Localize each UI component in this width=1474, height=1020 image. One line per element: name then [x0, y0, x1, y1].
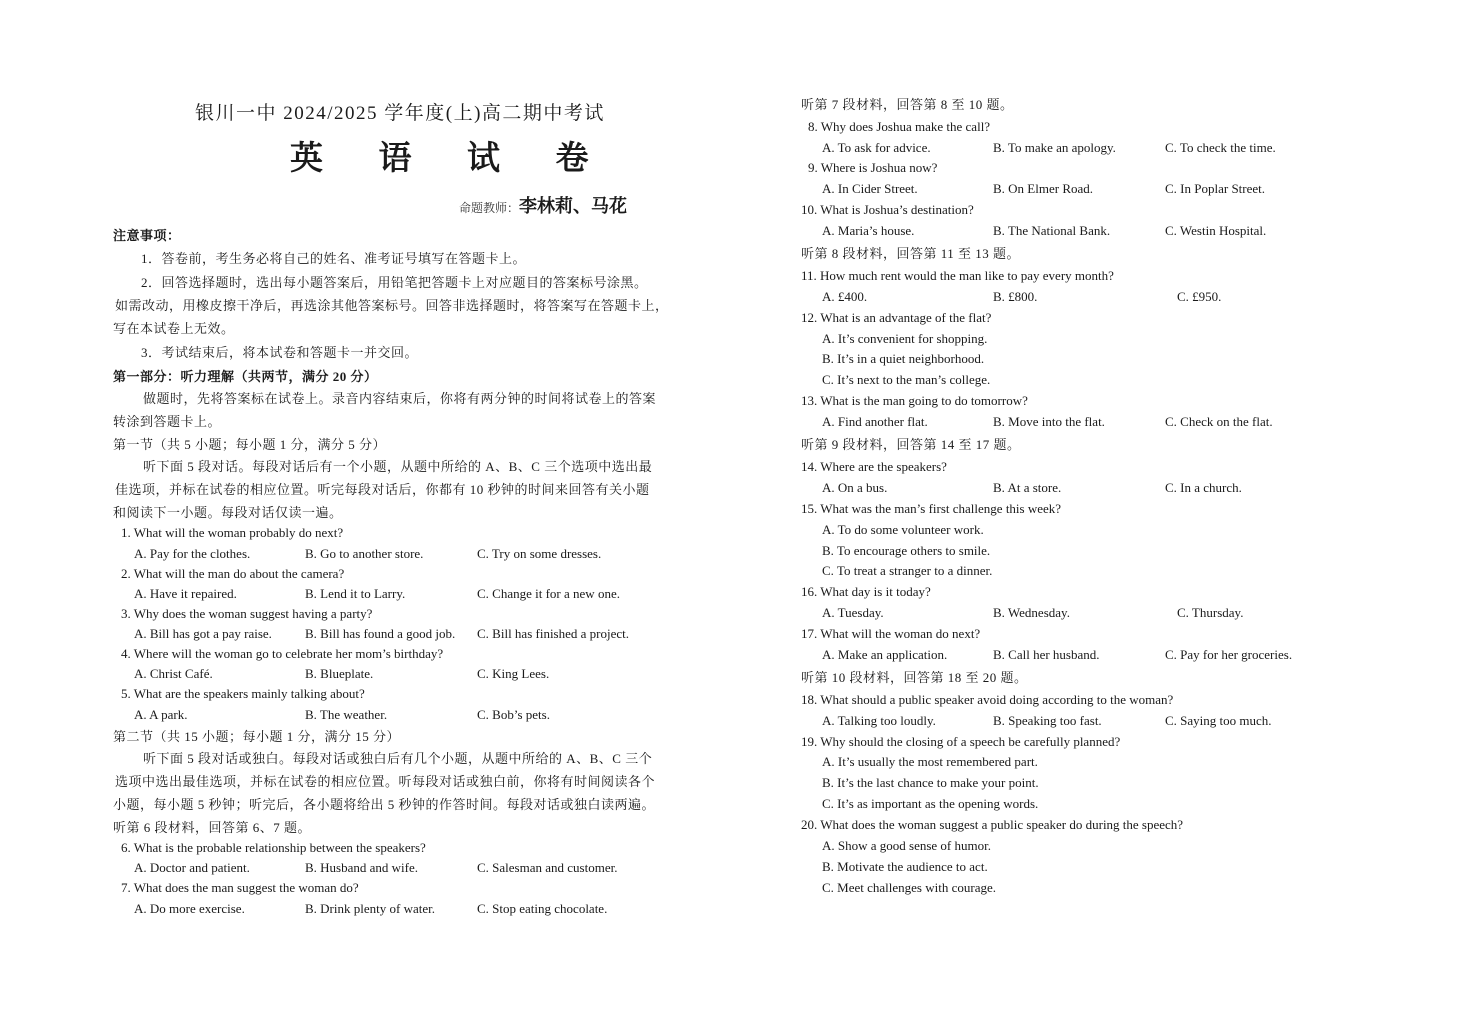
- q5-option-b: B. The weather.: [305, 707, 388, 722]
- material-7-heading: 听第 7 段材料，回答第 8 至 10 题。: [801, 97, 1014, 112]
- question-7: 7. What does the man suggest the woman do?: [121, 880, 359, 895]
- question-19: 19. Why should the closing of a speech be carefully planned?: [801, 734, 1121, 749]
- question-8: 8. Why does Joshua make the call?: [808, 119, 991, 134]
- q2-option-c: C. Change it for a new one.: [477, 586, 620, 601]
- question-3: 3. Why does the woman suggest having a party?: [121, 606, 373, 621]
- q6-option-a: A. Doctor and patient.: [134, 860, 250, 875]
- section2-instructions-line-3: 小题，每小题 5 秒钟；听完后，各小题将给出 5 秒钟的作答时间。每段对话或独白读两遍。: [113, 797, 656, 812]
- question-14: 14. Where are the speakers?: [801, 459, 947, 474]
- q13-option-a: A. Find another flat.: [822, 414, 928, 429]
- q14-option-c: C. In a church.: [1165, 480, 1242, 495]
- q17-option-a: A. Make an application.: [822, 647, 948, 662]
- q15-option-c: C. To treat a stranger to a dinner.: [822, 563, 993, 578]
- q20-option-b: B. Motivate the audience to act.: [822, 859, 988, 874]
- q1-option-a: A. Pay for the clothes.: [134, 546, 251, 561]
- question-20: 20. What does the woman suggest a public speaker do during the speech?: [801, 817, 1184, 832]
- q9-option-c: C. In Poplar Street.: [1165, 181, 1266, 196]
- question-5: 5. What are the speakers mainly talking about?: [121, 686, 365, 701]
- q12-option-a: A. It’s convenient for shopping.: [822, 331, 988, 346]
- question-13: 13. What is the man going to do tomorrow?: [801, 393, 1028, 408]
- section2-instructions-line-1: 听下面 5 段对话或独白。每段对话或独白后有几个小题，从题中所给的 A、B、C 三个: [143, 751, 653, 766]
- q19-option-a: A. It’s usually the most remembered part.: [822, 754, 1038, 769]
- q12-option-b: B. It’s in a quiet neighborhood.: [822, 351, 985, 366]
- q1-option-c: C. Try on some dresses.: [477, 546, 602, 561]
- question-4: 4. Where will the woman go to celebrate her mom’s birthday?: [121, 646, 444, 661]
- q16-option-c: C. Thursday.: [1177, 605, 1244, 620]
- part1-intro-line-1: 做题时，先将答案标在试卷上。录音内容结束后，你将有两分钟的时间将试卷上的答案: [143, 391, 657, 406]
- notice-item-3: 3．考试结束后，将本试卷和答题卡一并交回。: [141, 345, 419, 360]
- question-10: 10. What is Joshua’s destination?: [801, 202, 974, 217]
- question-16: 16. What day is it today?: [801, 584, 931, 599]
- q16-option-a: A. Tuesday.: [822, 605, 884, 620]
- section1-instructions-line-2: 佳选项，并标在试卷的相应位置。听完每段对话后，你都有 10 秒钟的时间来回答有关小题: [115, 482, 650, 497]
- q15-option-a: A. To do some volunteer work.: [822, 522, 984, 537]
- q14-option-b: B. At a store.: [993, 480, 1062, 495]
- section2-heading: 第二节（共 15 小题；每小题 1 分，满分 15 分）: [113, 729, 401, 744]
- q6-option-c: C. Salesman and customer.: [477, 860, 618, 875]
- section1-instructions-line-3: 和阅读下一小题。每段对话仅读一遍。: [113, 505, 343, 520]
- question-1: 1. What will the woman probably do next?: [121, 525, 344, 540]
- question-6: 6. What is the probable relationship between the speakers?: [121, 840, 426, 855]
- q4-option-b: B. Blueplate.: [305, 666, 374, 681]
- q15-option-b: B. To encourage others to smile.: [822, 543, 991, 558]
- notice-item-2-line-1: 2．回答选择题时，选出每小题答案后，用铅笔把答题卡上对应题目的答案标号涂黑。: [141, 275, 648, 290]
- q1-option-b: B. Go to another store.: [305, 546, 424, 561]
- notice-item-2-line-2: 如需改动，用橡皮擦干净后，再选涂其他答案标号。回答非选择题时，将答案写在答题卡上，: [115, 298, 669, 313]
- section1-instructions-line-1: 听下面 5 段对话。每段对话后有一个小题，从题中所给的 A、B、C 三个选项中选出最: [143, 459, 653, 474]
- q7-option-a: A. Do more exercise.: [134, 901, 245, 916]
- q7-option-b: B. Drink plenty of water.: [305, 901, 435, 916]
- section1-heading: 第一节（共 5 小题；每小题 1 分，满分 5 分）: [113, 437, 387, 452]
- q5-option-c: C. Bob’s pets.: [477, 707, 550, 722]
- notice-heading: 注意事项：: [113, 228, 181, 243]
- q20-option-a: A. Show a good sense of humor.: [822, 838, 991, 853]
- q18-option-c: C. Saying too much.: [1165, 713, 1272, 728]
- q13-option-c: C. Check on the flat.: [1165, 414, 1273, 429]
- q10-option-a: A. Maria’s house.: [822, 223, 915, 238]
- question-11: 11. How much rent would the man like to pay every month?: [801, 268, 1114, 283]
- exam-title: 英 语 试 卷: [290, 138, 611, 177]
- question-2: 2. What will the man do about the camera?: [121, 566, 345, 581]
- q7-option-c: C. Stop eating chocolate.: [477, 901, 608, 916]
- q11-option-c: C. £950.: [1177, 289, 1222, 304]
- q17-option-c: C. Pay for her groceries.: [1165, 647, 1293, 662]
- material-10-heading: 听第 10 段材料，回答第 18 至 20 题。: [801, 670, 1028, 685]
- question-12: 12. What is an advantage of the flat?: [801, 310, 992, 325]
- q4-option-a: A. Christ Café.: [134, 666, 213, 681]
- q10-option-b: B. The National Bank.: [993, 223, 1111, 238]
- exam-subtitle: 银川一中 2024/2025 学年度(上)高二期中考试: [195, 103, 605, 124]
- q6-option-b: B. Husband and wife.: [305, 860, 419, 875]
- q8-option-c: C. To check the time.: [1165, 140, 1276, 155]
- q9-option-a: A. In Cider Street.: [822, 181, 918, 196]
- section2-instructions-line-2: 选项中选出最佳选项，并标在试卷的相应位置。听每段对话或独白前，你将有时间阅读各个: [115, 774, 656, 789]
- q2-option-b: B. Lend it to Larry.: [305, 586, 406, 601]
- material-6-heading: 听第 6 段材料，回答第 6、7 题。: [113, 820, 312, 835]
- q3-option-c: C. Bill has finished a project.: [477, 626, 630, 641]
- author-line: [459, 192, 627, 218]
- q8-option-a: A. To ask for advice.: [822, 140, 931, 155]
- q10-option-c: C. Westin Hospital.: [1165, 223, 1267, 238]
- q5-option-a: A. A park.: [134, 707, 188, 722]
- question-17: 17. What will the woman do next?: [801, 626, 981, 641]
- part1-intro-line-2: 转涂到答题卡上。: [113, 414, 222, 429]
- q8-option-b: B. To make an apology.: [993, 140, 1116, 155]
- q3-option-a: A. Bill has got a pay raise.: [134, 626, 272, 641]
- question-15: 15. What was the man’s first challenge this week?: [801, 501, 1062, 516]
- author-label: 命题教师：: [459, 201, 520, 215]
- q9-option-b: B. On Elmer Road.: [993, 181, 1094, 196]
- q18-option-b: B. Speaking too fast.: [993, 713, 1102, 728]
- material-9-heading: 听第 9 段材料，回答第 14 至 17 题。: [801, 437, 1021, 452]
- q13-option-b: B. Move into the flat.: [993, 414, 1105, 429]
- q11-option-b: B. £800.: [993, 289, 1038, 304]
- part1-heading: 第一部分：听力理解（共两节，满分 20 分）: [113, 369, 378, 384]
- material-8-heading: 听第 8 段材料，回答第 11 至 13 题。: [801, 246, 1021, 261]
- notice-item-1: 1．答卷前，考生务必将自己的姓名、准考证号填写在答题卡上。: [141, 251, 527, 266]
- q2-option-a: A. Have it repaired.: [134, 586, 237, 601]
- notice-item-2-line-3: 写在本试卷上无效。: [113, 321, 235, 336]
- question-18: 18. What should a public speaker avoid doing according to the woman?: [801, 692, 1174, 707]
- q12-option-c: C. It’s next to the man’s college.: [822, 372, 991, 387]
- q19-option-c: C. It’s as important as the opening words.: [822, 796, 1039, 811]
- question-9: 9. Where is Joshua now?: [808, 160, 938, 175]
- q17-option-b: B. Call her husband.: [993, 647, 1100, 662]
- q18-option-a: A. Talking too loudly.: [822, 713, 936, 728]
- q4-option-c: C. King Lees.: [477, 666, 550, 681]
- q16-option-b: B. Wednesday.: [993, 605, 1070, 620]
- author-names: 李林莉、马花: [519, 196, 628, 217]
- q3-option-b: B. Bill has found a good job.: [305, 626, 456, 641]
- q19-option-b: B. It’s the last chance to make your point.: [822, 775, 1039, 790]
- q20-option-c: C. Meet challenges with courage.: [822, 880, 996, 895]
- q14-option-a: A. On a bus.: [822, 480, 888, 495]
- q11-option-a: A. £400.: [822, 289, 868, 304]
